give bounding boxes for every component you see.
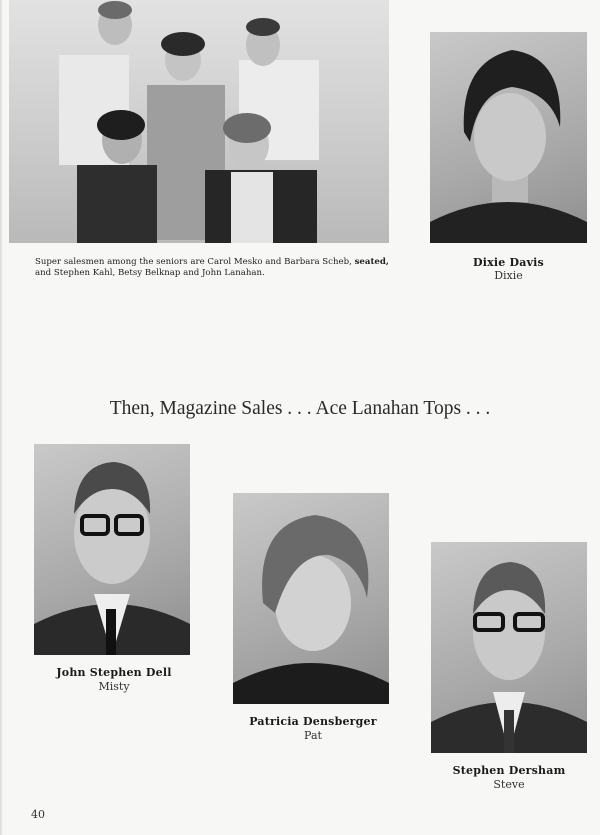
group-photo [9,0,389,243]
portrait-photo-john-stephen-dell [34,444,190,655]
section-headline: Then, Magazine Sales . . . Ace Lanahan Tops . . . [109,398,491,419]
portrait-photo-patricia-densberger [233,493,389,704]
portrait-name-stephen-dersham: Stephen Dersham [452,764,566,777]
caption-text-bold: seated, [354,257,389,267]
portrait-photo-stephen-dersham [431,542,587,753]
page-number: 40 [31,808,45,821]
caption-text-start: Super salesmen among the seniors are Carol Mesko and Barbara Scheb, [35,257,352,267]
portrait-nickname-dixie-davis: Dixie [494,269,523,282]
portrait-photo-dixie-davis [430,32,587,243]
portrait-name-john-stephen-dell: John Stephen Dell [56,666,172,679]
portrait-name-dixie-davis: Dixie Davis [473,256,544,269]
portrait-nickname-stephen-dersham: Steve [493,778,525,791]
portrait-nickname-john-stephen-dell: Misty [98,680,130,693]
portrait-name-patricia-densberger: Patricia Densberger [249,715,377,728]
group-photo-caption [35,257,390,279]
portrait-nickname-patricia-densberger: Pat [304,729,322,742]
caption-text-end: and Stephen Kahl, Betsy Belknap and John Lanahan. [35,268,265,278]
